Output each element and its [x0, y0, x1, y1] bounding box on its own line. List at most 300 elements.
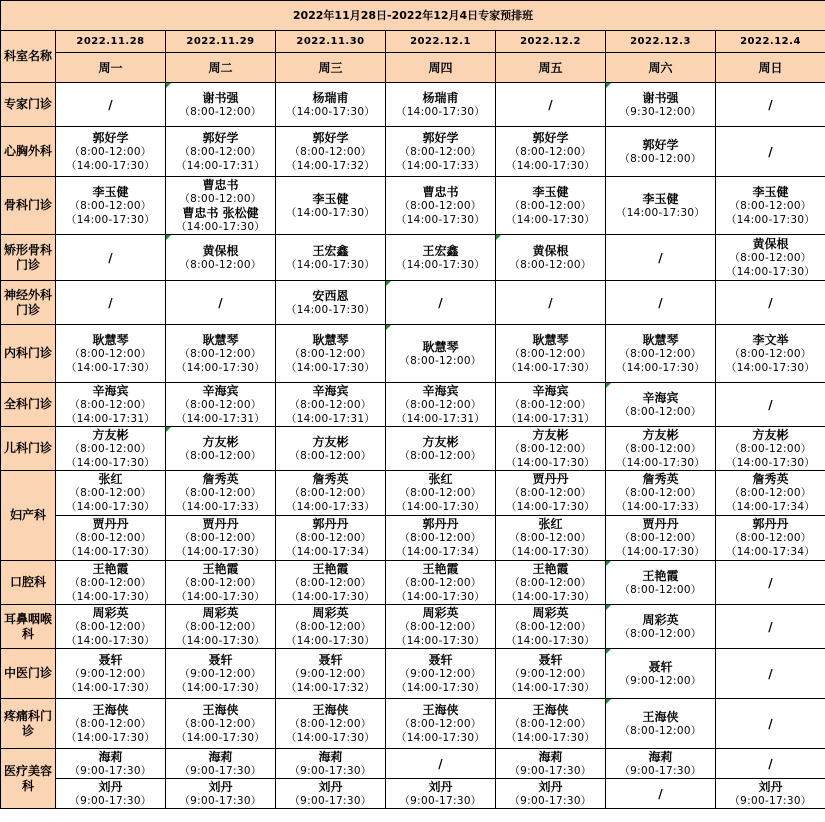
schedule-cell [496, 383, 606, 427]
shift-time: （8:00-12:00） [619, 487, 702, 499]
doctor-name: 王海侠 [92, 702, 129, 717]
doctor-name: / [768, 575, 773, 590]
schedule-cell [606, 383, 716, 427]
shift-time: （9:00-17:30） [509, 764, 592, 777]
doctor-name: 方友彬 [752, 427, 789, 442]
shift-time: （8:00-12:00） [179, 258, 262, 271]
department-name: 专家门诊 [1, 83, 56, 127]
doctor-name: 王艳霞 [422, 561, 459, 576]
shift-time: （14:00-17:33） [285, 501, 376, 513]
shift-time: （8:00-12:00） [289, 347, 372, 360]
shift-time: （8:00-12:00） [619, 532, 702, 544]
schedule-cell [606, 516, 716, 561]
schedule-cell [386, 127, 496, 177]
schedule-cell [716, 516, 825, 561]
schedule-cell [496, 649, 606, 699]
shift-time: （8:00-12:00） [69, 442, 152, 455]
shift-time: （8:00-12:00） [619, 152, 702, 165]
shift-time: （9:00-12:00） [179, 667, 262, 680]
doctor-name: 郭丹丹 [312, 517, 349, 531]
doctor-name: 海莉 [538, 749, 563, 764]
doctor-name: 郭好学 [642, 137, 679, 152]
weekday-cell: 周六 [606, 53, 716, 83]
doctor-name: 郭好学 [92, 130, 129, 145]
department-name: 耳鼻咽喉科 [1, 605, 56, 649]
department-name: 神经外科门诊 [1, 281, 56, 325]
doctor-name: 周彩英 [532, 605, 569, 620]
shift-time: （14:00-17:30） [505, 361, 596, 374]
schedule-cell [606, 561, 716, 605]
schedule-cell [276, 605, 386, 649]
doctor-name: 辛海宾 [202, 383, 239, 398]
schedule-cell [496, 281, 606, 325]
department-name: 全科门诊 [1, 383, 56, 427]
shift-time: （8:00-12:00） [509, 398, 592, 411]
schedule-cell [606, 325, 716, 383]
doctor-name: 王艳霞 [92, 561, 129, 576]
shift-time: （9:00-17:30） [179, 764, 262, 777]
schedule-row [1, 649, 825, 699]
doctor-name: 贾丹丹 [532, 472, 569, 486]
shift-time: （8:00-12:00） [399, 354, 482, 367]
schedule-cell [276, 649, 386, 699]
doctor-name: 谢书强 [642, 90, 679, 105]
schedule-cell [606, 699, 716, 749]
shift-time: （14:00-17:30） [505, 501, 596, 513]
doctor-name: / [548, 295, 553, 310]
schedule-cell [56, 325, 166, 383]
doctor-name: 王艳霞 [312, 561, 349, 576]
doctor-name: / [108, 295, 113, 310]
doctor-name: 聂轩 [98, 652, 123, 667]
schedule-cell [56, 383, 166, 427]
doctor-name: 李玉健 [532, 184, 569, 199]
shift-time: （8:00-12:00） [289, 532, 372, 544]
shift-time: （8:00-12:00） [619, 442, 702, 455]
schedule-row [1, 561, 825, 605]
shift-time: （9:00-17:30） [179, 794, 262, 807]
schedule-cell [276, 177, 386, 235]
schedule-cell [496, 779, 606, 809]
doctor-name: 王海侠 [532, 702, 569, 717]
shift-time: （8:00-12:00） [289, 487, 372, 499]
department-name: 妇产科 [1, 471, 56, 561]
schedule-cell [56, 649, 166, 699]
weekday-cell: 周一 [56, 53, 166, 83]
doctor-name: 安西恩 [312, 288, 349, 303]
schedule-cell [166, 471, 276, 516]
department-name: 心胸外科 [1, 127, 56, 177]
doctor-name: 辛海宾 [92, 383, 129, 398]
schedule-cell [716, 471, 825, 516]
doctor-name: / [108, 97, 113, 112]
doctor-name: 王海侠 [422, 702, 459, 717]
schedule-cell [606, 749, 716, 779]
schedule-cell [56, 471, 166, 516]
schedule-cell [606, 605, 716, 649]
shift-time: （14:00-17:31） [395, 412, 486, 425]
shift-time: （14:00-17:30） [285, 105, 376, 118]
schedule-cell [276, 699, 386, 749]
doctor-name: 辛海宾 [532, 383, 569, 398]
shift-time: （14:00-17:31） [505, 412, 596, 425]
shift-time: （8:00-12:00） [619, 347, 702, 360]
shift-time: （8:00-12:00） [509, 717, 592, 730]
doctor-name: 海莉 [648, 749, 673, 764]
shift-time: （14:00-17:30） [65, 681, 156, 694]
doctor-name: 聂轩 [538, 652, 563, 667]
doctor-name: 黄保根 [752, 236, 789, 251]
schedule-cell [56, 127, 166, 177]
shift-time: （8:00-12:00） [729, 199, 812, 212]
shift-time: （8:00-12:00） [399, 717, 482, 730]
schedule-cell [276, 127, 386, 177]
schedule-cell [276, 235, 386, 281]
schedule-cell [496, 516, 606, 561]
shift-time: （14:00-17:30） [175, 220, 266, 233]
doctor-name: 王艳霞 [202, 561, 239, 576]
doctor-name: 辛海宾 [642, 390, 679, 405]
shift-time: （14:00-17:31） [65, 412, 156, 425]
dept-header: 科室名称 [1, 31, 56, 83]
doctor-name: / [768, 397, 773, 412]
schedule-cell [166, 749, 276, 779]
schedule-cell [386, 471, 496, 516]
doctor-name: 曹忠书 [422, 184, 459, 199]
schedule-cell [276, 516, 386, 561]
schedule-cell [606, 779, 716, 809]
shift-time: （9:00-12:00） [399, 667, 482, 680]
doctor-name: / [438, 756, 443, 771]
doctor-name: 贾丹丹 [642, 517, 679, 531]
shift-time: （8:00-12:00） [619, 724, 702, 737]
shift-time: （14:00-17:30） [65, 634, 156, 647]
schedule-cell [716, 383, 825, 427]
shift-time: （14:00-17:30） [65, 590, 156, 603]
shift-time: （8:00-12:00） [69, 347, 152, 360]
schedule-cell [166, 699, 276, 749]
schedule-cell [56, 605, 166, 649]
doctor-name: 聂轩 [648, 659, 673, 674]
shift-time: （8:00-12:00） [509, 576, 592, 589]
schedule-cell [716, 649, 825, 699]
doctor-name: 张红 [428, 472, 453, 486]
department-name: 医疗美容科 [1, 749, 56, 809]
shift-time: （14:00-17:30） [285, 303, 376, 316]
shift-time: （14:00-17:30） [505, 546, 596, 558]
shift-time: （14:00-17:32） [285, 681, 376, 694]
schedule-cell [276, 281, 386, 325]
doctor-name: 杨瑞甫 [312, 90, 349, 105]
shift-time: （14:00-17:30） [285, 590, 376, 603]
doctor-name: 周彩英 [92, 605, 129, 620]
doctor-name: 周彩英 [202, 605, 239, 620]
shift-time: （14:00-17:30） [505, 159, 596, 172]
shift-time: （8:00-12:00） [509, 620, 592, 633]
schedule-cell [56, 516, 166, 561]
shift-time: （8:00-12:00） [729, 487, 812, 499]
doctor-name: 周彩英 [312, 605, 349, 620]
schedule-cell [276, 383, 386, 427]
doctor-name: 刘丹 [318, 779, 343, 794]
department-name: 疼痛科门诊 [1, 699, 56, 749]
shift-time: （14:00-17:30） [395, 105, 486, 118]
shift-time: （14:00-17:34） [395, 546, 486, 558]
doctor-name: / [768, 756, 773, 771]
schedule-cell [166, 383, 276, 427]
schedule-cell [386, 427, 496, 471]
doctor-name: 耿慧琴 [532, 332, 569, 347]
doctor-name: 方友彬 [92, 427, 129, 442]
doctor-name: 王宏鑫 [422, 243, 459, 258]
shift-time: （14:00-17:30） [505, 456, 596, 469]
schedule-cell [276, 749, 386, 779]
schedule-cell [166, 561, 276, 605]
schedule-cell [166, 83, 276, 127]
doctor-name: 耿慧琴 [312, 332, 349, 347]
shift-time: （8:00-12:00） [289, 449, 372, 462]
doctor-name: 海莉 [208, 749, 233, 764]
shift-time: （14:00-17:30） [65, 361, 156, 374]
doctor-name: 聂轩 [318, 652, 343, 667]
schedule-cell [276, 427, 386, 471]
schedule-cell [716, 325, 825, 383]
doctor-name: 方友彬 [312, 434, 349, 449]
doctor-name: 刘丹 [428, 779, 453, 794]
schedule-cell [276, 83, 386, 127]
schedule-row [1, 605, 825, 649]
shift-time: （8:00-12:00） [69, 398, 152, 411]
shift-time: （9:00-12:00） [619, 674, 702, 687]
shift-time: （14:00-17:31） [285, 412, 376, 425]
doctor-name: / [768, 666, 773, 681]
shift-time: （14:00-17:30） [615, 456, 706, 469]
shift-time: （8:00-12:00） [69, 487, 152, 499]
doctor-name: 刘丹 [538, 779, 563, 794]
date-cell: 2022.12.2 [496, 31, 606, 53]
schedule-cell [386, 383, 496, 427]
schedule-row [1, 281, 825, 325]
schedule-cell [56, 83, 166, 127]
shift-time: （8:00-12:00） [69, 576, 152, 589]
shift-time: （14:00-17:30） [725, 213, 816, 226]
doctor-name: 黄保根 [202, 243, 239, 258]
doctor-name: 海莉 [318, 749, 343, 764]
shift-time: （14:00-17:31） [175, 159, 266, 172]
schedule-cell [386, 281, 496, 325]
shift-time: （8:00-12:00） [179, 532, 262, 544]
date-cell: 2022.12.1 [386, 31, 496, 53]
shift-time: （8:00-12:00） [619, 627, 702, 640]
schedule-cell [56, 281, 166, 325]
doctor-name: 詹秀英 [642, 472, 679, 486]
weekday-cell: 周三 [276, 53, 386, 83]
shift-time: （8:00-12:00） [179, 449, 262, 462]
doctor-name: 海莉 [98, 749, 123, 764]
schedule-cell [386, 749, 496, 779]
doctor-name: 辛海宾 [312, 383, 349, 398]
shift-time: （14:00-17:30） [725, 265, 816, 278]
schedule-row [1, 427, 825, 471]
shift-time: （14:00-17:30） [395, 258, 486, 271]
doctor-name: 王海侠 [642, 709, 679, 724]
schedule-row [1, 383, 825, 427]
schedule-cell [386, 561, 496, 605]
doctor-name: 周彩英 [642, 612, 679, 627]
schedule-row [1, 749, 825, 779]
schedule-cell [56, 779, 166, 809]
schedule-cell [166, 516, 276, 561]
schedule-row [1, 325, 825, 383]
shift-time: （8:00-12:00） [399, 398, 482, 411]
shift-time: （8:00-12:00） [179, 105, 262, 118]
weekday-row [1, 53, 825, 83]
schedule-cell [716, 281, 825, 325]
shift-time: （8:00-12:00） [179, 145, 262, 158]
shift-time: （14:00-17:30） [505, 634, 596, 647]
shift-time: （14:00-17:30） [615, 361, 706, 374]
doctor-name: / [218, 295, 223, 310]
shift-time: （9:00-12:00） [509, 667, 592, 680]
schedule-row [1, 471, 825, 516]
doctor-name: 李文举 [752, 332, 789, 347]
doctor-name: 王海侠 [312, 702, 349, 717]
shift-time: （14:00-17:30） [175, 590, 266, 603]
doctor-name: 聂轩 [428, 652, 453, 667]
shift-time: （8:00-12:00） [179, 192, 262, 205]
schedule-row [1, 516, 825, 561]
doctor-name: 曹忠书 [202, 177, 239, 192]
shift-time: （14:00-17:30） [285, 634, 376, 647]
doctor-name: 方友彬 [532, 427, 569, 442]
shift-time: （14:00-17:30） [175, 634, 266, 647]
schedule-row [1, 83, 825, 127]
doctor-name: 耿慧琴 [642, 332, 679, 347]
doctor-name: 郭好学 [532, 130, 569, 145]
weekday-cell: 周二 [166, 53, 276, 83]
schedule-cell [276, 471, 386, 516]
doctor-name: 李玉健 [312, 191, 349, 206]
schedule-cell [56, 427, 166, 471]
shift-time: （8:00-12:00） [509, 199, 592, 212]
doctor-name: 杨瑞甫 [422, 90, 459, 105]
doctor-name: 郭好学 [422, 130, 459, 145]
schedule-cell [606, 83, 716, 127]
shift-time: （14:00-17:30） [505, 681, 596, 694]
department-name: 中医门诊 [1, 649, 56, 699]
doctor-name: 王艳霞 [642, 568, 679, 583]
schedule-cell [166, 281, 276, 325]
shift-time: （8:00-12:00） [179, 398, 262, 411]
schedule-cell [496, 83, 606, 127]
shift-time: （8:00-12:00） [729, 347, 812, 360]
department-name: 骨科门诊 [1, 177, 56, 235]
shift-time: （14:00-17:30） [395, 501, 486, 513]
schedule-cell [606, 281, 716, 325]
shift-time: （8:00-12:00） [289, 145, 372, 158]
date-cell: 2022.11.28 [56, 31, 166, 53]
doctor-name: 刘丹 [208, 779, 233, 794]
date-cell: 2022.11.30 [276, 31, 386, 53]
shift-time: （14:00-17:30） [505, 731, 596, 744]
doctor-name: 曹忠书 张松健 [182, 205, 259, 220]
shift-time: （14:00-17:30） [395, 590, 486, 603]
shift-time: （14:00-17:30） [65, 501, 156, 513]
schedule-cell [166, 649, 276, 699]
schedule-row [1, 235, 825, 281]
shift-time: （8:00-12:00） [179, 576, 262, 589]
shift-time: （8:00-12:00） [179, 717, 262, 730]
schedule-cell [496, 325, 606, 383]
shift-time: （9:00-17:30） [619, 764, 702, 777]
shift-time: （9:00-17:30） [69, 794, 152, 807]
schedule-cell [166, 779, 276, 809]
schedule-cell [386, 325, 496, 383]
schedule-cell [606, 235, 716, 281]
schedule-cell [606, 127, 716, 177]
schedule-cell [716, 605, 825, 649]
schedule-cell [716, 235, 825, 281]
shift-time: （14:00-17:30） [65, 213, 156, 226]
doctor-name: 贾丹丹 [92, 517, 129, 531]
schedule-row [1, 177, 825, 235]
schedule-cell [496, 561, 606, 605]
shift-time: （14:00-17:30） [65, 159, 156, 172]
doctor-name: 耿慧琴 [202, 332, 239, 347]
doctor-name: 黄保根 [532, 243, 569, 258]
schedule-cell [166, 605, 276, 649]
schedule-cell [496, 427, 606, 471]
schedule-cell [716, 127, 825, 177]
shift-time: （14:00-17:30） [725, 361, 816, 374]
shift-time: （14:00-17:30） [65, 731, 156, 744]
schedule-cell [496, 749, 606, 779]
schedule-cell [386, 516, 496, 561]
schedule-cell [496, 127, 606, 177]
shift-time: （8:00-12:00） [179, 487, 262, 499]
shift-time: （8:00-12:00） [729, 251, 812, 264]
shift-time: （14:00-17:30） [175, 731, 266, 744]
title-row [1, 1, 825, 31]
doctor-name: / [768, 144, 773, 159]
shift-time: （14:00-17:33） [395, 159, 486, 172]
shift-time: （8:00-12:00） [69, 620, 152, 633]
schedule-cell [716, 177, 825, 235]
doctor-name: 聂轩 [208, 652, 233, 667]
doctor-name: 王海侠 [202, 702, 239, 717]
weekday-cell: 周日 [716, 53, 825, 83]
schedule-cell [386, 605, 496, 649]
doctor-name: / [658, 250, 663, 265]
doctor-name: / [768, 295, 773, 310]
department-name: 儿科门诊 [1, 427, 56, 471]
shift-time: （14:00-17:32） [285, 159, 376, 172]
schedule-cell [386, 235, 496, 281]
shift-time: （8:00-12:00） [289, 717, 372, 730]
shift-time: （8:00-12:00） [69, 532, 152, 544]
schedule-cell [56, 699, 166, 749]
weekday-cell: 周五 [496, 53, 606, 83]
doctor-name: 郭丹丹 [752, 517, 789, 531]
schedule-row [1, 699, 825, 749]
shift-time: （14:00-17:30） [505, 590, 596, 603]
doctor-name: 张红 [98, 472, 123, 486]
doctor-name: / [658, 295, 663, 310]
date-cell: 2022.12.3 [606, 31, 716, 53]
schedule-cell [716, 427, 825, 471]
shift-time: （14:00-17:30） [395, 731, 486, 744]
schedule-cell [606, 427, 716, 471]
